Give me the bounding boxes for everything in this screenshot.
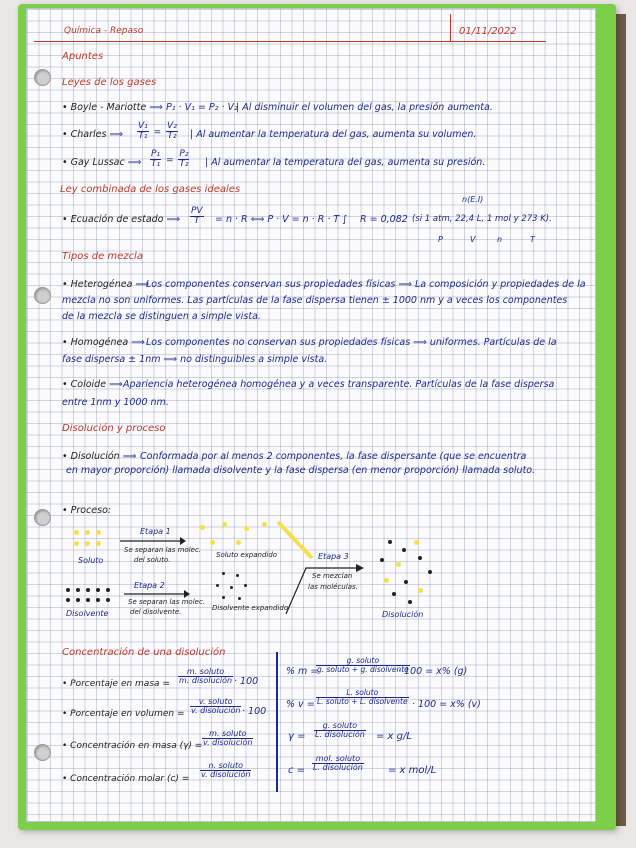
r2-left: % v = <box>286 699 315 710</box>
solvent-dot <box>106 588 110 592</box>
r3-right: = x g/L <box>376 731 412 742</box>
bullet-volume-percent: • Porcentaje en volumen = <box>62 709 185 719</box>
r4-den: L. disolución <box>313 763 363 773</box>
charles-note: | Al aumentar la temperatura del gas, aumenta su volumen. <box>190 129 477 140</box>
solvent-dot <box>96 588 100 592</box>
hom-line-3-text: fase dispersa ± 1nm <box>62 354 161 365</box>
charles-den1: T₁ <box>138 131 148 142</box>
boyle-note-text: Al disminuir el volumen del gas, la presión aumenta. <box>242 102 493 113</box>
mix-dot <box>388 540 392 544</box>
expanded-solute-dot <box>200 525 205 530</box>
solute-dot <box>96 530 101 535</box>
dissolution-label: Disolución <box>382 610 424 619</box>
het-line-2-text: La composición y propiedades de la <box>415 279 586 290</box>
boyle-name: Boyle - Mariotte <box>70 102 147 113</box>
r4-fraction <box>310 755 366 773</box>
r-sub-p: P <box>438 235 443 244</box>
date-label: 01/11/2022 <box>459 26 517 37</box>
bullet-charles: • Charles ⟹ <box>62 129 124 140</box>
gay-formula: $\frac{\text{P₁}}{\text{T₁}}$ = $\frac{\text{P₂}}{\text{T₂}}$ <box>151 149 189 170</box>
pm-fraction <box>176 668 235 686</box>
section-heading-dissolution: Disolución y proceso <box>62 423 166 434</box>
punch-hole <box>34 287 51 304</box>
header-rule <box>34 41 546 42</box>
solvent-dot <box>66 598 70 602</box>
expanded-solvent-dot <box>238 597 241 600</box>
expanded-solvent-dot <box>244 584 247 587</box>
stage-3-desc-1: Se mezclan <box>312 572 353 580</box>
expanded-solvent-dot <box>236 574 239 577</box>
het-line-1: Los componentes conservan sus propiedades físicas ⟹ La composición y propiedades de la <box>146 279 586 290</box>
expanded-solute-dot <box>210 540 215 545</box>
expanded-solute-dot <box>236 540 241 545</box>
bullet-mass-percent: • Porcentaje en masa = <box>62 679 170 689</box>
hom-line-2-text: uniformes. Partículas de la <box>429 337 557 348</box>
expanded-solvent-label: Disolvente expandido <box>212 604 289 612</box>
r-sub-t: T <box>530 235 535 244</box>
solute-dot <box>74 541 79 546</box>
gay-note: | Al aumentar la temperatura del gas, aumenta su presión. <box>205 157 486 168</box>
boyle-formula: P₁ · V₁ = P₂ · V₂ <box>166 102 238 113</box>
r-conditions: (si 1 atm, 22,4 L, 1 mol y 273 K). <box>412 214 552 224</box>
state-eq-1-text: = n · R <box>215 214 248 225</box>
mix-dot <box>392 592 396 596</box>
punch-hole <box>34 509 51 526</box>
gay-den1: T₁ <box>151 159 161 170</box>
r2-den: L. soluto + L. disolvente <box>317 696 408 706</box>
solvent-label: Disolvente <box>66 609 109 618</box>
solvent-dot <box>96 598 100 602</box>
cm-name: Concentración en masa (γ) <box>70 741 192 751</box>
pm-name: Porcentaje en masa <box>70 679 160 689</box>
charles-formula: $\frac{\text{V₁}}{\text{T₁}}$ = $\frac{\text{V₂}}{\text{T₂}}$ <box>138 121 177 142</box>
bullet-homogeneous: • Homogénea ⟹ <box>62 337 145 348</box>
r4-left: c = <box>288 765 306 776</box>
pm-den: m. disolución <box>179 676 233 686</box>
r1-left: % m = <box>286 666 319 677</box>
mix-dot <box>404 580 408 584</box>
stage-3-label: Etapa 3 <box>318 552 349 561</box>
stage-1-desc-2: del soluto. <box>134 556 171 564</box>
het-line-4: de la mezcla se distinguen a simple vista. <box>62 311 261 322</box>
solute-label: Soluto <box>78 556 104 565</box>
cmol-fraction <box>198 762 253 780</box>
cmol-num: n. soluto <box>200 762 251 771</box>
formula-divider <box>276 652 278 792</box>
r-constant: R = 0,082 <box>360 214 408 225</box>
section-heading-gas-laws: Leyes de los gases <box>62 77 157 88</box>
pm-num: m. soluto <box>178 668 233 677</box>
solute-dot <box>96 541 101 546</box>
r2-right: · 100 = x% (v) <box>412 699 481 710</box>
col-line-2: entre 1nm y 1000 nm. <box>62 397 169 408</box>
expanded-solvent-dot <box>222 572 225 575</box>
hom-line-1: Los componentes no conservan sus propiedades físicas ⟹ uniformes. Partículas de la <box>146 337 557 348</box>
hom-line-4-text: no distinguibles a simple vista. <box>180 354 328 365</box>
section-heading-combined-law: Ley combinada de los gases ideales <box>60 184 241 195</box>
subject-label: Química - Repaso <box>64 26 144 36</box>
solvent-dot <box>76 588 80 592</box>
state-eq-fraction <box>188 207 206 227</box>
solute-dot <box>85 541 90 546</box>
expanded-solute-dot <box>222 522 227 527</box>
mix-dot <box>408 600 412 604</box>
punch-hole <box>34 744 51 761</box>
mix-dot <box>418 588 423 593</box>
col-line-1: Apariencia heterogénea homogénea y a veces transparente. Partículas de la fase dispersa <box>123 379 555 390</box>
state-eq-2-text: P · V = n · R · T <box>267 214 340 225</box>
solvent-dot <box>86 598 90 602</box>
header-divider <box>450 14 451 41</box>
state-eq-name: Ecuación de estado <box>70 214 164 225</box>
solute-dot <box>85 530 90 535</box>
pv-name: Porcentaje en volumen <box>70 709 175 719</box>
bullet-dissolution: • Disolución ⟹ <box>62 451 137 462</box>
bullet-gay-lussac: • Gay Lussac ⟹ <box>62 157 142 168</box>
gay-num1: P₁ <box>151 149 161 159</box>
pm-times: · 100 <box>234 676 259 687</box>
bullet-heterogeneous: • Heterogénea ⟹ <box>62 279 150 290</box>
mix-dot <box>396 562 401 567</box>
gay-num2: P₂ <box>179 149 189 159</box>
state-eq-den: T <box>194 216 200 227</box>
expanded-solute-label: Soluto expandido <box>216 551 278 559</box>
boyle-note: | Al disminuir el volumen del gas, la presión aumenta. <box>236 102 493 113</box>
solvent-dot <box>106 598 110 602</box>
stage-2-desc-1: Se separan las molec. <box>128 598 206 606</box>
mix-dot <box>428 570 432 574</box>
stage-2-arrow <box>124 590 190 598</box>
col-name: Coloide <box>70 379 107 390</box>
expanded-solvent-dot <box>230 586 233 589</box>
punch-hole <box>34 69 51 86</box>
stage-2-desc-2: del disolvente. <box>130 608 182 616</box>
het-line-1-text: Los componentes conservan sus propiedades físicas <box>146 279 396 290</box>
stage-1-label: Etapa 1 <box>140 527 171 536</box>
section-heading-mixtures: Tipos de mezcla <box>62 251 143 262</box>
r-sub-v: V <box>470 235 476 244</box>
pv-den: v. disolución <box>191 706 241 716</box>
pv-fraction <box>188 698 243 716</box>
hom-line-3: fase dispersa ± 1nm ⟹ no distinguibles a simple vista. <box>62 354 328 365</box>
charles-num1: V₁ <box>138 121 148 131</box>
cmol-den: v. disolución <box>201 770 251 780</box>
r2-fraction <box>314 689 411 706</box>
dis-line-1: Conformada por al menos 2 componentes, la fase dispersante (que se encuentra <box>140 451 527 462</box>
r1-den: g. soluto + g. disolvente <box>317 664 409 674</box>
bullet-mass-concentration: • Concentración en masa (γ) = <box>62 741 203 751</box>
bullet-colloid: • Coloide ⟹ <box>62 379 123 390</box>
r3-fraction <box>312 722 368 740</box>
bullet-molar-concentration: • Concentración molar (c) = <box>62 774 190 784</box>
page-title: Apuntes <box>62 51 104 62</box>
hom-name: Homogénea <box>70 337 129 348</box>
charles-num2: V₂ <box>167 121 177 131</box>
proc-name: Proceso: <box>70 505 112 516</box>
stage-1-arrow <box>120 537 186 545</box>
cm-fraction <box>200 730 255 748</box>
r3-left: γ = <box>288 731 306 742</box>
solvent-dot <box>66 588 70 592</box>
expanded-solute-dot <box>262 522 267 527</box>
r1-right: · 100 = x% (g) <box>398 666 468 677</box>
cm-num: m. soluto <box>202 730 253 739</box>
section-heading-concentration: Concentración de una disolución <box>62 647 226 658</box>
expanded-solute-dot <box>244 526 249 531</box>
expanded-solvent-dot <box>222 596 225 599</box>
r2-num: L. soluto <box>316 689 409 698</box>
state-eq-num: PV <box>191 206 203 216</box>
gay-den2: T₂ <box>179 159 189 170</box>
gay-name: Gay Lussac <box>70 157 125 168</box>
yellow-diagonal <box>276 520 316 562</box>
r3-num: g. soluto <box>314 722 366 731</box>
mix-dot <box>384 578 389 583</box>
r4-num: mol. soluto <box>312 755 364 764</box>
charles-note-text: Al aumentar la temperatura del gas, aumenta su volumen. <box>196 129 477 140</box>
stage-3-desc-2: las moléculas. <box>308 583 358 591</box>
expanded-solvent-dot <box>216 584 219 587</box>
solute-dot <box>74 530 79 535</box>
stage-2-label: Etapa 2 <box>134 581 165 590</box>
r3-den: L. disolución <box>315 730 365 740</box>
mix-dot <box>380 558 384 562</box>
solvent-dot <box>86 588 90 592</box>
r1-num: g. soluto <box>316 657 410 666</box>
stage-1-desc-1: Se separan las molec. <box>124 546 202 554</box>
r4-right: = x mol/L <box>388 765 437 776</box>
bullet-boyle: • Boyle - Mariotte ⟹ <box>62 102 163 113</box>
het-line-3: mezcla no son uniformes. Las partículas de la fase dispersa tienen ± 1000 nm y a veces los componentes <box>62 295 568 306</box>
r-conditions-top: n(E.I) <box>462 195 484 204</box>
dis-line-2: en mayor proporción) llamada disolvente y la fase dispersa (en menor proporción) llamada soluto. <box>66 465 536 476</box>
cmol-name: Concentración molar (c) <box>70 774 179 784</box>
bullet-process: • Proceso: <box>62 505 112 516</box>
charles-den2: T₂ <box>167 131 177 142</box>
mix-dot <box>418 556 422 560</box>
pv-num: v. soluto <box>190 698 241 707</box>
solvent-dot <box>76 598 80 602</box>
bullet-state-equation: • Ecuación de estado ⟹ <box>62 214 181 225</box>
mix-dot <box>402 548 406 552</box>
state-eq-1: = n · R ⟺ P · V = n · R · T ∫ <box>215 214 348 225</box>
het-name: Heterogénea <box>70 279 133 290</box>
dis-name: Disolución <box>70 451 120 462</box>
hom-line-1-text: Los componentes no conservan sus propiedades físicas <box>146 337 411 348</box>
charles-name: Charles <box>70 129 107 140</box>
r-sub-n: n <box>497 235 503 244</box>
cm-den: v. disolución <box>203 738 253 748</box>
pv-times: · 100 <box>242 706 267 717</box>
mix-dot <box>414 540 419 545</box>
gay-note-text: Al aumentar la temperatura del gas, aumenta su presión. <box>211 157 486 168</box>
